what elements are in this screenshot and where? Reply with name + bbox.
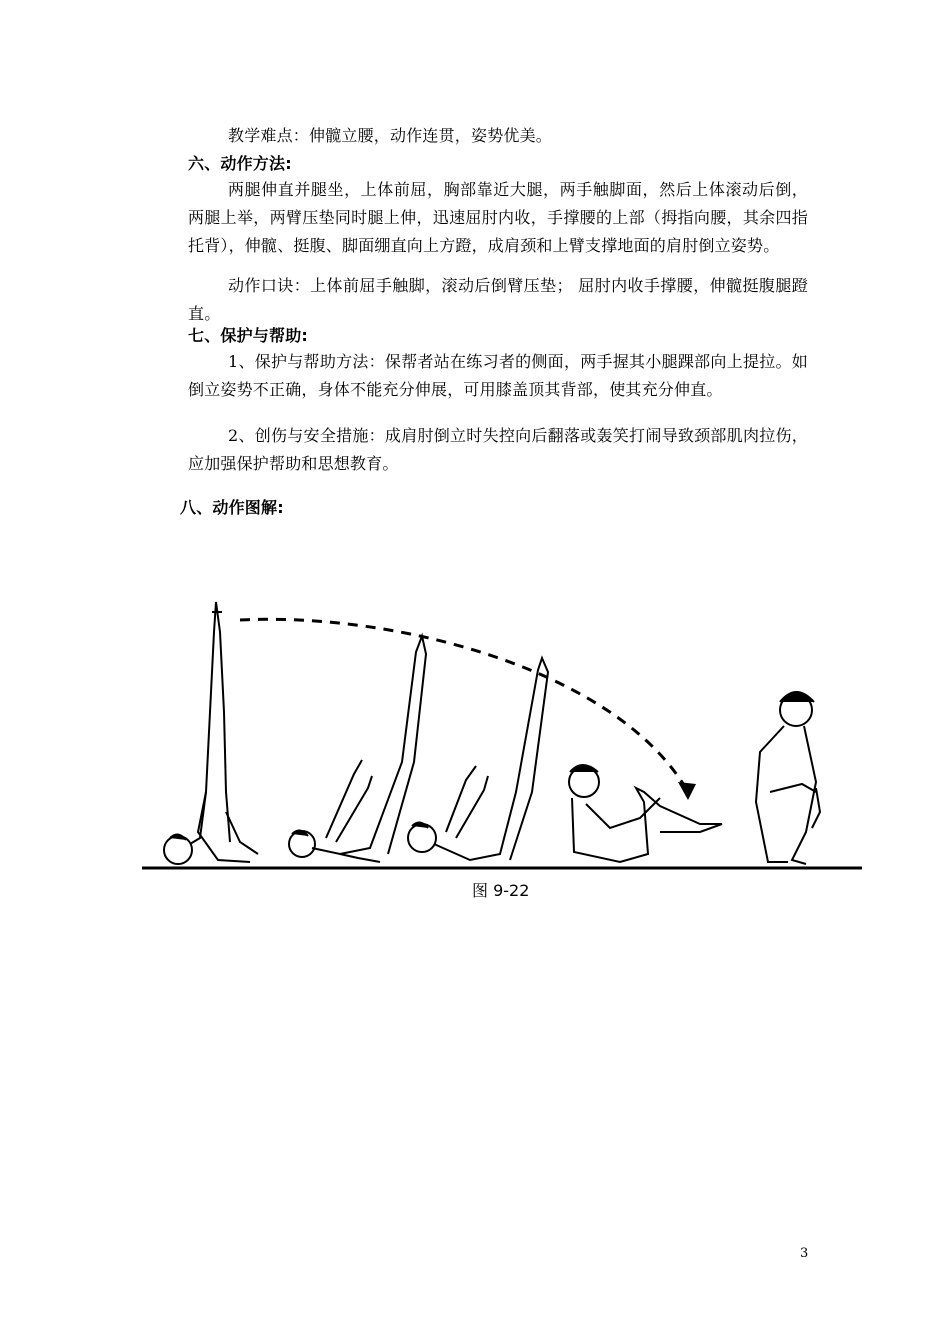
figure-tucked	[569, 765, 722, 862]
figure-squat-stand	[756, 692, 820, 864]
gymnastics-illustration	[140, 592, 870, 912]
section-8-title: 八、动作图解:	[180, 498, 284, 517]
trajectory-dashed-arrow	[240, 619, 688, 792]
figure-rolling	[408, 658, 548, 860]
section-6-title: 六、动作方法:	[188, 154, 292, 173]
arrowhead	[678, 782, 696, 800]
section-7-title: 七、保护与帮助:	[188, 326, 308, 345]
safety-paragraph: 2、创伤与安全措施：成肩肘倒立时失控向后翻落或轰笑打闹导致颈部肌肉拉伤，应加强保护帮助和思想教育。	[188, 426, 808, 473]
figure-roll-back	[289, 636, 426, 862]
protection-paragraph: 1、保护与帮助方法：保帮者站在练习者的侧面，两手握其小腿踝部向上提拉。如倒立姿势不正确，身体不能充分伸展，可用膝盖顶其背部，使其充分伸直。	[188, 352, 808, 399]
teaching-difficulty: 教学难点：伸髋立腰，动作连贯，姿势优美。	[228, 126, 553, 145]
figure-shoulder-stand	[164, 602, 258, 864]
mnemonic-paragraph: 动作口诀：上体前屈手触脚，滚动后倒臂压垫； 屈肘内收手撑腰，伸髋挺腹腿蹬直。	[188, 276, 808, 323]
method-paragraph: 两腿伸直并腿坐，上体前屈，胸部靠近大腿，两手触脚面，然后上体滚动后倒，两腿上举，两臂压垫同时腿上伸，迅速屈肘内收，手撑腰的上部（拇指向腰，其余四指托背），伸髋、挺腹、脚面绷直向上方蹬，成肩颈和上臂支撑地面的肩肘倒立姿势。	[188, 180, 808, 255]
page-number: 3	[800, 1246, 809, 1261]
figure-caption: 图 9-22	[472, 881, 530, 900]
